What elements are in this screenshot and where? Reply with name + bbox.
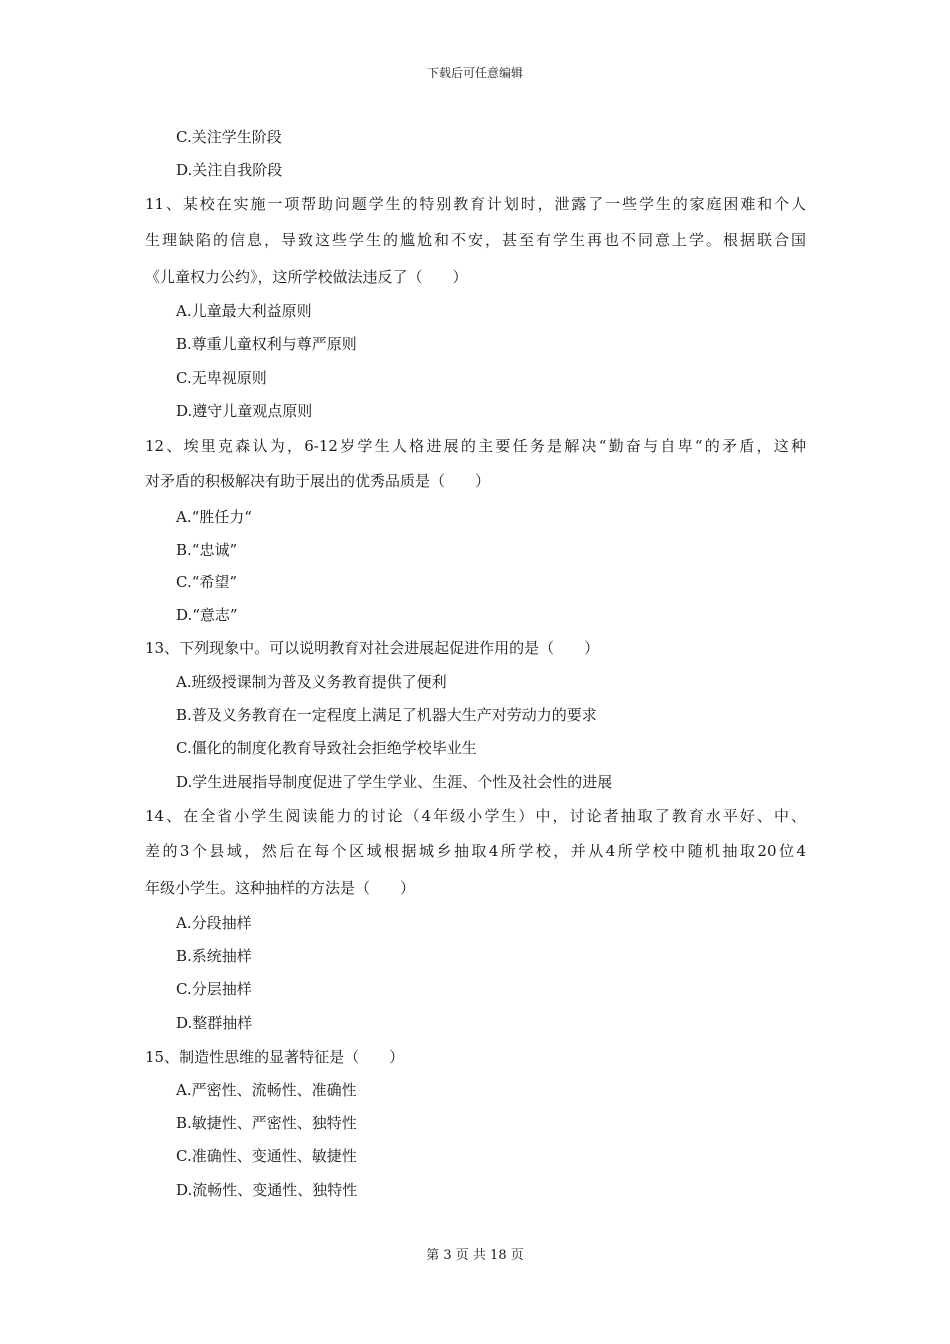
question-text-line: 14、在全省小学生阅读能力的讨论（4年级小学生）中，讨论者抽取了教育水平好、中、 [145, 807, 806, 825]
question-text-line: 生理缺陷的信息，导致这些学生的尴尬和不安，甚至有学生再也不同意上学。根据联合国 [145, 231, 806, 249]
answer-option: C.关注学生阶段 [176, 128, 282, 146]
question-text-line: 13、下列现象中。可以说明教育对社会进展起促进作用的是（ ） [145, 639, 600, 657]
question-text-line: 差的3个县域，然后在每个区域根据城乡抽取4所学校，并从4所学校中随机抽取20位4 [145, 842, 806, 860]
answer-option: B.敏捷性、严密性、独特性 [176, 1114, 357, 1132]
answer-option: C.准确性、变通性、敏捷性 [176, 1147, 357, 1165]
question-text-line: 对矛盾的积极解决有助于展出的优秀品质是（ ） [145, 472, 491, 490]
answer-option: A.班级授课制为普及义务教育提供了便利 [176, 673, 447, 691]
answer-option: B.尊重儿童权利与尊严原则 [176, 335, 357, 353]
answer-option: A.“胜任力“ [176, 508, 252, 526]
answer-option: D.学生进展指导制度促进了学生学业、生涯、个性及社会性的进展 [176, 773, 613, 791]
answer-option: A.严密性、流畅性、准确性 [176, 1081, 357, 1099]
question-text-line: 15、制造性思维的显著特征是（ ） [145, 1048, 405, 1066]
answer-option: B.系统抽样 [176, 947, 252, 965]
answer-option: D.关注自我阶段 [176, 161, 283, 179]
answer-option: B.普及义务教育在一定程度上满足了机器大生产对劳动力的要求 [176, 706, 597, 724]
question-text-line: 年级小学生。这种抽样的方法是（ ） [145, 879, 416, 897]
page-header: 下载后可任意编辑 [426, 66, 523, 80]
page-footer: 第 3 页 共 18 页 [426, 1248, 524, 1263]
answer-option: D.流畅性、变通性、独特性 [176, 1181, 358, 1199]
answer-option: A.分段抽样 [176, 914, 252, 932]
answer-option: A.儿童最大利益原则 [176, 302, 312, 320]
answer-option: C.无卑视原则 [176, 369, 267, 387]
question-text-line: 11、某校在实施一项帮助问题学生的特别教育计划时，泄露了一些学生的家庭困难和个人 [145, 195, 806, 213]
answer-option: D.“意志” [176, 606, 238, 624]
answer-option: B.“忠诚” [176, 541, 238, 559]
answer-option: C.分层抽样 [176, 980, 252, 998]
question-text-line: 《儿童权力公约》，这所学校做法违反了（ ） [145, 268, 468, 286]
answer-option: D.遵守儿童观点原则 [176, 402, 313, 420]
answer-option: C.“希望” [176, 573, 238, 591]
answer-option: D.整群抽样 [176, 1014, 253, 1032]
question-text-line: 12、埃里克森认为，6-12岁学生人格进展的主要任务是解决“勤奋与自卑“的矛盾，这种 [145, 437, 806, 455]
answer-option: C.僵化的制度化教育导致社会拒绝学校毕业生 [176, 739, 477, 757]
